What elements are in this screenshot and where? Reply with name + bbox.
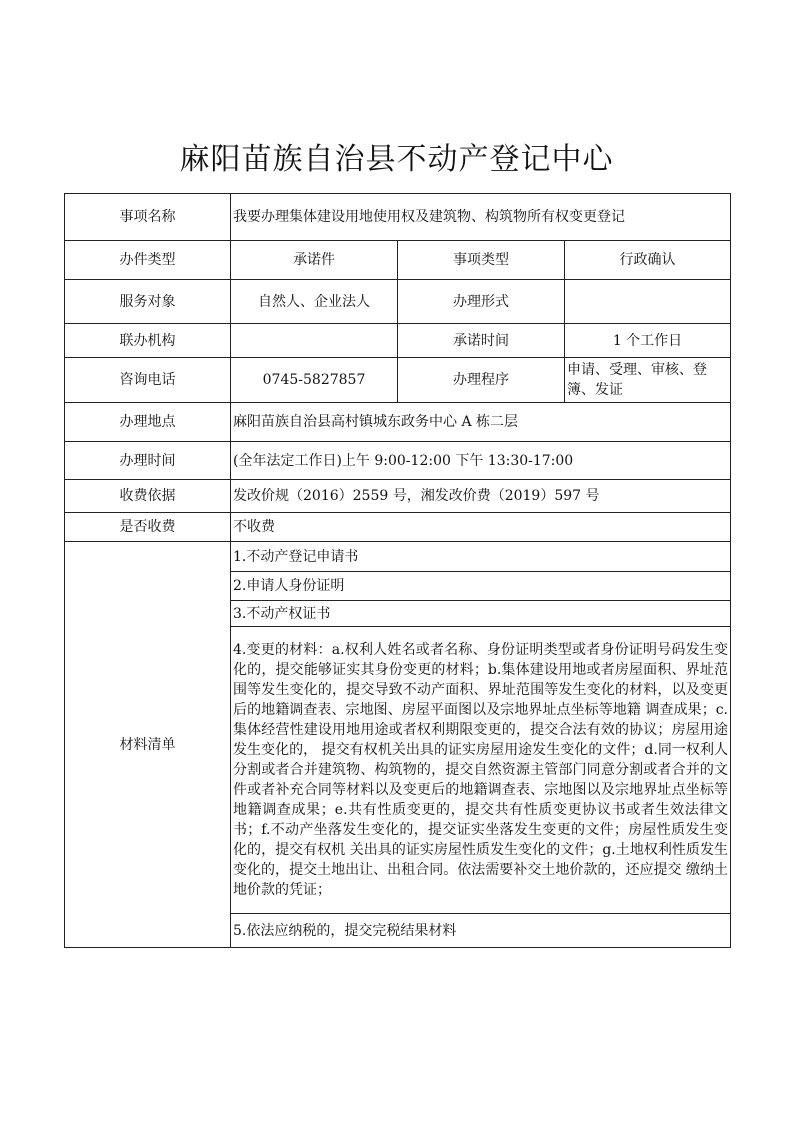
- procedure-label: 办理程序: [398, 358, 565, 403]
- material-item: 1.不动产登记申请书: [231, 542, 731, 572]
- case-type-label: 办件类型: [65, 241, 231, 280]
- row-phone: [65, 358, 731, 403]
- material-item: 3.不动产权证书: [231, 601, 731, 627]
- row-hours: [65, 442, 731, 480]
- hours-value: (全年法定工作日)上午 9:00-12:00 下午 13:30-17:00: [231, 442, 731, 480]
- hours-label: 办理时间: [65, 442, 231, 480]
- row-service: [65, 280, 731, 324]
- handling-form-label: 办理形式: [398, 280, 565, 324]
- consult-phone-label: 咨询电话: [65, 358, 231, 403]
- service-target-label: 服务对象: [65, 280, 231, 324]
- material-item: 5.依法应纳税的，提交完税结果材料: [231, 914, 731, 948]
- promise-time-value: 1 个工作日: [565, 324, 731, 358]
- charge-value: 不收费: [231, 513, 731, 542]
- row-material-1: [65, 542, 731, 572]
- material-item: 2.申请人身份证明: [231, 572, 731, 601]
- promise-time-label: 承诺时间: [398, 324, 565, 358]
- material-item: 4.变更的材料：a.权利人姓名或者名称、身份证明类型或者身份证明号码发生变化的，提交能够证实其身份变更的材料；b.集体建设用地或者房屋面积、界址范围等发生变化的，提交导致不动产面积、界址范围等发生变化的材料，以及变更后的地籍调查表、宗地图、房屋平面图以及宗地界址点坐标等地籍 调查成果；c.集体经营性建设用地用途或者权利期限变更的，提交合法有效的协议；房屋用途发生变化的， 提交有权机关出具的证实房屋用途发生变化的文件；d.同一权利人分割或者合并建筑物、构筑物的，提交自然资源主管部门同意分割或者合并的文 件或者补充合同等材料以及变更后的地籍调查表、宗地图以及宗地界址点坐标等地籍调查成果；e.共有性质变更的，提交共有性质变更协议书或者生效法律文书；f.不动产坐落发生变化的，提交证实坐落发生变更的文件；房屋性质发生变化的，提交有权机 关出具的证实房屋性质发生变化的文件；g.土地权利性质发生变化的，提交土地出让、出租合同。依法需要补交土地价款的，还应提交 缴纳土地价款的凭证；: [231, 627, 731, 914]
- fee-basis-label: 收费依据: [65, 480, 231, 513]
- procedure-value: 申请、受理、审核、登簿、发证: [565, 358, 731, 403]
- charge-label: 是否收费: [65, 513, 231, 542]
- item-name-label: 事项名称: [65, 194, 231, 241]
- case-type-value: 承诺件: [231, 241, 398, 280]
- service-info-table: [64, 193, 731, 948]
- joint-agency-label: 联办机构: [65, 324, 231, 358]
- matter-type-label: 事项类型: [398, 241, 565, 280]
- matter-type-value: 行政确认: [565, 241, 731, 280]
- service-target-value: 自然人、企业法人: [231, 280, 398, 324]
- row-joint: [65, 324, 731, 358]
- row-item-name: [65, 194, 731, 241]
- materials-label: 材料清单: [65, 542, 231, 948]
- fee-basis-value: 发改价规（2016）2559 号，湘发改价费（2019）597 号: [231, 480, 731, 513]
- row-charge: [65, 513, 731, 542]
- location-value: 麻阳苗族自治县高村镇城东政务中心 A 栋二层: [231, 403, 731, 442]
- row-fee-basis: [65, 480, 731, 513]
- consult-phone-value: 0745-5827857: [231, 358, 398, 403]
- location-label: 办理地点: [65, 403, 231, 442]
- item-name-value: 我要办理集体建设用地使用权及建筑物、构筑物所有权变更登记: [231, 194, 731, 241]
- handling-form-value: [565, 280, 731, 324]
- joint-agency-value: [231, 324, 398, 358]
- row-location: [65, 403, 731, 442]
- row-type: [65, 241, 731, 280]
- page-title: 麻阳苗族自治县不动产登记中心: [179, 142, 614, 177]
